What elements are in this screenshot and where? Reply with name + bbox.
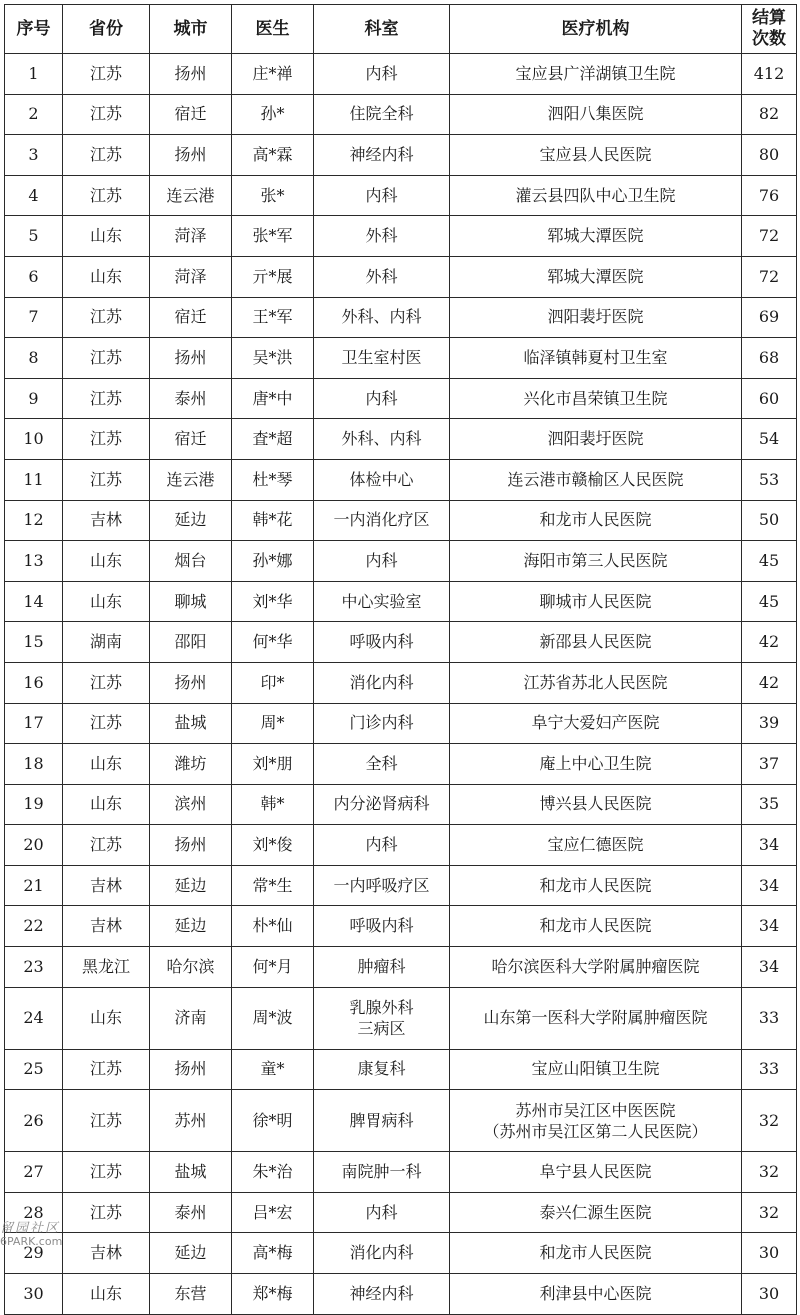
cell-doctor: 高*霖 — [232, 135, 314, 176]
cell-department: 神经内科 — [314, 1274, 450, 1315]
cell-index: 25 — [5, 1049, 63, 1090]
table-row — [5, 622, 797, 663]
table-row — [5, 662, 797, 703]
cell-count: 32 — [742, 1152, 797, 1193]
cell-count: 60 — [742, 378, 797, 419]
cell-index: 21 — [5, 865, 63, 906]
watermark-line2: 6PARK.com — [0, 1235, 63, 1248]
cell-province: 江苏 — [63, 825, 150, 866]
cell-index: 29 — [5, 1233, 63, 1274]
cell-city: 哈尔滨 — [150, 947, 232, 988]
cell-province: 山东 — [63, 784, 150, 825]
cell-count: 32 — [742, 1090, 797, 1152]
table-row — [5, 94, 797, 135]
cell-count: 30 — [742, 1233, 797, 1274]
cell-city: 宿迁 — [150, 297, 232, 338]
cell-department: 内科 — [314, 825, 450, 866]
cell-province: 吉林 — [63, 1233, 150, 1274]
cell-institution: 宝应县人民医院 — [450, 135, 742, 176]
cell-doctor: 张* — [232, 175, 314, 216]
cell-doctor: 徐*明 — [232, 1090, 314, 1152]
cell-department: 肿瘤科 — [314, 947, 450, 988]
cell-province: 吉林 — [63, 906, 150, 947]
cell-doctor: 周*波 — [232, 987, 314, 1049]
cell-city: 扬州 — [150, 662, 232, 703]
cell-city: 扬州 — [150, 135, 232, 176]
cell-institution: 利津县中心医院 — [450, 1274, 742, 1315]
cell-city: 邵阳 — [150, 622, 232, 663]
cell-doctor: 高*梅 — [232, 1233, 314, 1274]
table-row — [5, 1233, 797, 1274]
cell-institution: 和龙市人民医院 — [450, 906, 742, 947]
cell-index: 7 — [5, 297, 63, 338]
cell-doctor: 孙*娜 — [232, 541, 314, 582]
cell-count: 45 — [742, 581, 797, 622]
cell-doctor: 韩* — [232, 784, 314, 825]
cell-province: 山东 — [63, 581, 150, 622]
cell-count: 30 — [742, 1274, 797, 1315]
cell-institution: 海阳市第三人民医院 — [450, 541, 742, 582]
inst-line2: （苏州市吴江区第二人民医院） — [483, 1121, 708, 1141]
cell-institution: 聊城市人民医院 — [450, 581, 742, 622]
cell-index: 15 — [5, 622, 63, 663]
cell-doctor: 王*军 — [232, 297, 314, 338]
cell-index: 2 — [5, 94, 63, 135]
dept-line1: 乳腺外科 — [349, 998, 414, 1018]
cell-index: 1 — [5, 54, 63, 95]
cell-department: 神经内科 — [314, 135, 450, 176]
cell-department: 一内呼吸疗区 — [314, 865, 450, 906]
cell-institution: 泗阳八集医院 — [450, 94, 742, 135]
cell-institution: 宝应山阳镇卫生院 — [450, 1049, 742, 1090]
cell-count: 68 — [742, 338, 797, 379]
cell-count: 32 — [742, 1192, 797, 1233]
cell-count: 35 — [742, 784, 797, 825]
cell-index: 20 — [5, 825, 63, 866]
header-city: 城市 — [150, 5, 232, 54]
table-row — [5, 338, 797, 379]
watermark-line1: 留园社区 — [0, 1221, 61, 1236]
cell-institution: 庵上中心卫生院 — [450, 744, 742, 785]
cell-city: 连云港 — [150, 459, 232, 500]
cell-province: 江苏 — [63, 1192, 150, 1233]
cell-index: 12 — [5, 500, 63, 541]
cell-institution: 灌云县四队中心卫生院 — [450, 175, 742, 216]
cell-city: 滨州 — [150, 784, 232, 825]
cell-institution: 泗阳裴圩医院 — [450, 297, 742, 338]
cell-count: 412 — [742, 54, 797, 95]
cell-province: 江苏 — [63, 175, 150, 216]
cell-count: 69 — [742, 297, 797, 338]
cell-doctor: 唐*中 — [232, 378, 314, 419]
cell-department: 康复科 — [314, 1049, 450, 1090]
cell-index: 17 — [5, 703, 63, 744]
cell-doctor: 刘*俊 — [232, 825, 314, 866]
cell-count: 50 — [742, 500, 797, 541]
table-row — [5, 987, 797, 1049]
cell-doctor: 张*军 — [232, 216, 314, 257]
cell-index: 4 — [5, 175, 63, 216]
cell-city: 苏州 — [150, 1090, 232, 1152]
cell-city: 泰州 — [150, 1192, 232, 1233]
cell-province: 山东 — [63, 216, 150, 257]
cell-index: 19 — [5, 784, 63, 825]
cell-city: 潍坊 — [150, 744, 232, 785]
cell-index: 23 — [5, 947, 63, 988]
cell-province: 江苏 — [63, 378, 150, 419]
cell-department: 内科 — [314, 54, 450, 95]
table-row — [5, 541, 797, 582]
cell-city: 烟台 — [150, 541, 232, 582]
cell-index: 26 — [5, 1090, 63, 1152]
header-row — [5, 5, 797, 54]
cell-city: 聊城 — [150, 581, 232, 622]
cell-department: 脾胃病科 — [314, 1090, 450, 1152]
table-row — [5, 54, 797, 95]
cell-department: 内科 — [314, 541, 450, 582]
header-count-line2: 次数 — [752, 29, 786, 49]
cell-count: 72 — [742, 256, 797, 297]
cell-department: 体检中心 — [314, 459, 450, 500]
cell-doctor: 何*华 — [232, 622, 314, 663]
cell-institution: 郓城大潭医院 — [450, 256, 742, 297]
cell-count: 72 — [742, 216, 797, 257]
cell-index: 16 — [5, 662, 63, 703]
cell-institution: 山东第一医科大学附属肿瘤医院 — [450, 987, 742, 1049]
cell-city: 济南 — [150, 987, 232, 1049]
header-province: 省份 — [63, 5, 150, 54]
cell-institution: 宝应仁德医院 — [450, 825, 742, 866]
table-row — [5, 703, 797, 744]
table-row — [5, 947, 797, 988]
cell-doctor: 吴*洪 — [232, 338, 314, 379]
cell-province: 江苏 — [63, 419, 150, 460]
cell-city: 扬州 — [150, 338, 232, 379]
cell-index: 28 — [5, 1192, 63, 1233]
cell-institution — [450, 1090, 742, 1152]
cell-index: 18 — [5, 744, 63, 785]
cell-count: 82 — [742, 94, 797, 135]
cell-city: 延边 — [150, 500, 232, 541]
watermark-logo — [0, 1222, 70, 1248]
cell-doctor: 韩*花 — [232, 500, 314, 541]
cell-department: 内科 — [314, 175, 450, 216]
cell-province: 江苏 — [63, 297, 150, 338]
cell-institution: 阜宁县人民医院 — [450, 1152, 742, 1193]
table-row — [5, 1152, 797, 1193]
cell-province: 湖南 — [63, 622, 150, 663]
cell-doctor: 郑*梅 — [232, 1274, 314, 1315]
cell-city: 菏泽 — [150, 256, 232, 297]
cell-institution: 和龙市人民医院 — [450, 865, 742, 906]
cell-doctor: 杜*琴 — [232, 459, 314, 500]
cell-doctor: 庄*禅 — [232, 54, 314, 95]
table-row — [5, 1090, 797, 1152]
cell-institution: 博兴县人民医院 — [450, 784, 742, 825]
cell-doctor: 周* — [232, 703, 314, 744]
table-row — [5, 216, 797, 257]
cell-doctor: 亓*展 — [232, 256, 314, 297]
header-settlement-count — [742, 5, 797, 54]
cell-province: 山东 — [63, 1274, 150, 1315]
cell-count: 34 — [742, 825, 797, 866]
cell-department: 内分泌肾病科 — [314, 784, 450, 825]
cell-department: 中心实验室 — [314, 581, 450, 622]
cell-city: 扬州 — [150, 54, 232, 95]
cell-doctor: 朱*治 — [232, 1152, 314, 1193]
cell-index: 13 — [5, 541, 63, 582]
cell-city: 盐城 — [150, 1152, 232, 1193]
table-row — [5, 865, 797, 906]
cell-index: 5 — [5, 216, 63, 257]
header-count-line1: 结算 — [752, 8, 786, 28]
header-institution: 医疗机构 — [450, 5, 742, 54]
cell-department: 内科 — [314, 1192, 450, 1233]
table-body — [5, 54, 797, 1315]
cell-index: 30 — [5, 1274, 63, 1315]
cell-institution: 宝应县广洋湖镇卫生院 — [450, 54, 742, 95]
cell-institution: 临泽镇韩夏村卫生室 — [450, 338, 742, 379]
cell-province: 江苏 — [63, 338, 150, 379]
cell-count: 39 — [742, 703, 797, 744]
cell-index: 14 — [5, 581, 63, 622]
cell-count: 42 — [742, 662, 797, 703]
cell-count: 34 — [742, 906, 797, 947]
cell-count: 54 — [742, 419, 797, 460]
cell-doctor: 常*生 — [232, 865, 314, 906]
cell-doctor: 吕*宏 — [232, 1192, 314, 1233]
table-row — [5, 784, 797, 825]
cell-department: 卫生室村医 — [314, 338, 450, 379]
cell-count: 33 — [742, 1049, 797, 1090]
cell-count: 45 — [742, 541, 797, 582]
table-row — [5, 175, 797, 216]
cell-department: 外科、内科 — [314, 297, 450, 338]
cell-city: 盐城 — [150, 703, 232, 744]
table-row — [5, 135, 797, 176]
cell-institution: 兴化市昌荣镇卫生院 — [450, 378, 742, 419]
cell-doctor: 何*月 — [232, 947, 314, 988]
cell-doctor: 孙* — [232, 94, 314, 135]
cell-index: 10 — [5, 419, 63, 460]
cell-city: 延边 — [150, 906, 232, 947]
cell-city: 扬州 — [150, 825, 232, 866]
cell-count: 53 — [742, 459, 797, 500]
cell-count: 76 — [742, 175, 797, 216]
cell-institution: 连云港市赣榆区人民医院 — [450, 459, 742, 500]
inst-line1: 苏州市吴江区中医医院 — [515, 1100, 676, 1120]
cell-index: 6 — [5, 256, 63, 297]
cell-doctor: 童* — [232, 1049, 314, 1090]
cell-province: 山东 — [63, 541, 150, 582]
cell-institution: 泗阳裴圩医院 — [450, 419, 742, 460]
cell-province: 江苏 — [63, 1049, 150, 1090]
cell-institution: 郓城大潭医院 — [450, 216, 742, 257]
table-row — [5, 1192, 797, 1233]
cell-institution: 和龙市人民医院 — [450, 1233, 742, 1274]
table-row — [5, 825, 797, 866]
cell-index: 3 — [5, 135, 63, 176]
table-row — [5, 744, 797, 785]
cell-institution: 哈尔滨医科大学附属肿瘤医院 — [450, 947, 742, 988]
table-row — [5, 459, 797, 500]
cell-department: 外科 — [314, 256, 450, 297]
cell-index: 11 — [5, 459, 63, 500]
cell-department: 消化内科 — [314, 1233, 450, 1274]
cell-province: 江苏 — [63, 54, 150, 95]
cell-province: 江苏 — [63, 1090, 150, 1152]
cell-province: 吉林 — [63, 500, 150, 541]
cell-province: 江苏 — [63, 703, 150, 744]
cell-province: 吉林 — [63, 865, 150, 906]
cell-count: 80 — [742, 135, 797, 176]
cell-count: 37 — [742, 744, 797, 785]
cell-index: 27 — [5, 1152, 63, 1193]
cell-count: 33 — [742, 987, 797, 1049]
cell-count: 42 — [742, 622, 797, 663]
cell-province: 江苏 — [63, 1152, 150, 1193]
cell-department: 呼吸内科 — [314, 906, 450, 947]
cell-city: 宿迁 — [150, 419, 232, 460]
cell-count: 34 — [742, 947, 797, 988]
cell-province: 江苏 — [63, 459, 150, 500]
cell-department: 一内消化疗区 — [314, 500, 450, 541]
cell-doctor: 査*超 — [232, 419, 314, 460]
cell-city: 扬州 — [150, 1049, 232, 1090]
cell-doctor: 朴*仙 — [232, 906, 314, 947]
cell-city: 延边 — [150, 865, 232, 906]
cell-province: 江苏 — [63, 662, 150, 703]
table-row — [5, 1274, 797, 1315]
table-row — [5, 419, 797, 460]
cell-index: 9 — [5, 378, 63, 419]
table-row — [5, 500, 797, 541]
cell-city: 连云港 — [150, 175, 232, 216]
settlement-table — [4, 4, 797, 1315]
header-index: 序号 — [5, 5, 63, 54]
table-row — [5, 906, 797, 947]
cell-province: 黑龙江 — [63, 947, 150, 988]
header-department: 科室 — [314, 5, 450, 54]
cell-doctor: 刘*华 — [232, 581, 314, 622]
cell-institution: 阜宁大爱妇产医院 — [450, 703, 742, 744]
cell-department: 消化内科 — [314, 662, 450, 703]
cell-city: 东营 — [150, 1274, 232, 1315]
cell-index: 22 — [5, 906, 63, 947]
cell-department: 外科 — [314, 216, 450, 257]
cell-department: 住院全科 — [314, 94, 450, 135]
cell-city: 泰州 — [150, 378, 232, 419]
header-doctor: 医生 — [232, 5, 314, 54]
cell-department: 外科、内科 — [314, 419, 450, 460]
cell-index: 24 — [5, 987, 63, 1049]
cell-institution: 和龙市人民医院 — [450, 500, 742, 541]
cell-doctor: 刘*朋 — [232, 744, 314, 785]
cell-province: 江苏 — [63, 94, 150, 135]
cell-city: 菏泽 — [150, 216, 232, 257]
cell-city: 宿迁 — [150, 94, 232, 135]
cell-doctor: 印* — [232, 662, 314, 703]
cell-province: 山东 — [63, 256, 150, 297]
cell-department: 南院肿一科 — [314, 1152, 450, 1193]
cell-province: 江苏 — [63, 135, 150, 176]
cell-institution: 江苏省苏北人民医院 — [450, 662, 742, 703]
cell-city: 延边 — [150, 1233, 232, 1274]
cell-province: 山东 — [63, 987, 150, 1049]
cell-department: 门诊内科 — [314, 703, 450, 744]
cell-institution: 新邵县人民医院 — [450, 622, 742, 663]
table-row — [5, 581, 797, 622]
table-row — [5, 1049, 797, 1090]
table-row — [5, 256, 797, 297]
cell-count: 34 — [742, 865, 797, 906]
cell-department — [314, 987, 450, 1049]
cell-department: 内科 — [314, 378, 450, 419]
table-row — [5, 378, 797, 419]
dept-line2: 三病区 — [357, 1019, 406, 1039]
cell-province: 山东 — [63, 744, 150, 785]
cell-institution: 泰兴仁源生医院 — [450, 1192, 742, 1233]
cell-department: 全科 — [314, 744, 450, 785]
table-row — [5, 297, 797, 338]
cell-index: 8 — [5, 338, 63, 379]
cell-department: 呼吸内科 — [314, 622, 450, 663]
